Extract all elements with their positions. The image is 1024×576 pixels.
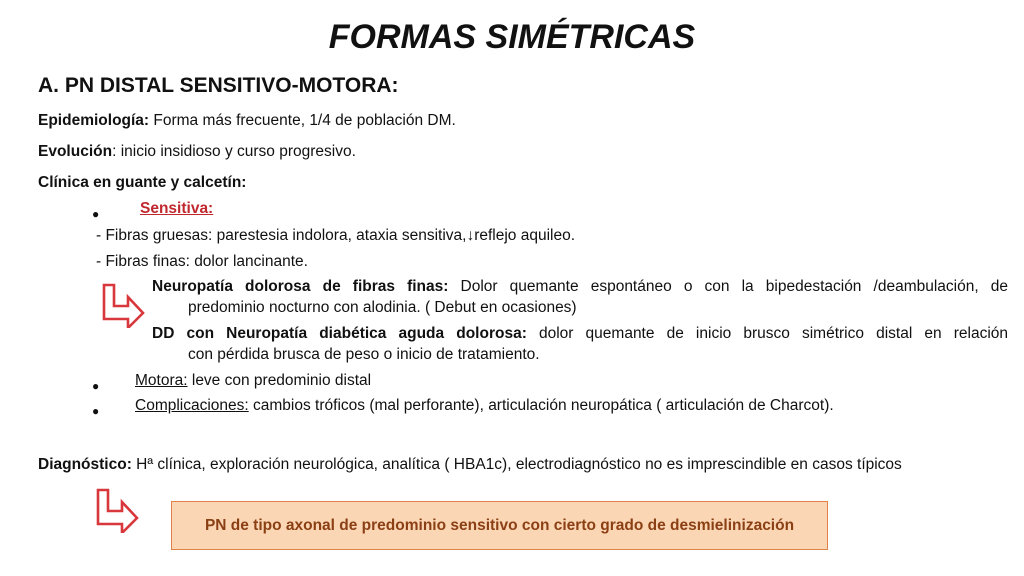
- evolucion-line: [38, 143, 356, 161]
- section-heading: A. PN DISTAL SENSITIVO-MOTORA:: [38, 74, 399, 97]
- diagnostico-text: Hª clínica, exploración neurológica, analítica ( HBA1c), electrodiagnóstico no es imprescindible en casos típicos: [131, 456, 902, 473]
- dd-neuropatia-line1: DD con Neuropatía diabética aguda dolorosa: dolor quemante de inicio brusco simétrico distal en relación: [152, 325, 1008, 342]
- bent-arrow-right-icon: [100, 282, 146, 328]
- bent-arrow-right-icon: [94, 487, 140, 533]
- motora-label: Motora:: [135, 372, 188, 389]
- epidemiologia-text: Forma más frecuente, 1/4 de población DM.: [149, 112, 456, 129]
- fibras-finas-line: - Fibras finas: dolor lancinante.: [96, 253, 308, 270]
- sensitiva-label: Sensitiva:: [140, 200, 214, 217]
- evolucion-text: : inicio insidioso y curso progresivo.: [112, 143, 356, 160]
- neuropatia-fibras-finas-line2: predominio nocturno con alodinia. ( Debut en ocasiones): [188, 299, 577, 316]
- complicaciones-text: cambios tróficos (mal perforante), articulación neuropática ( articulación de Charcot).: [248, 397, 834, 414]
- fibras-gruesas-line: - Fibras gruesas: parestesia indolora, ataxia sensitiva,↓reflejo aquileo.: [96, 227, 576, 244]
- motora-line: [135, 372, 371, 390]
- motora-text: leve con predominio distal: [187, 372, 372, 389]
- clinica-line: [38, 174, 246, 192]
- epidemiologia-line: [38, 112, 456, 130]
- neuropatia-fibras-finas-line1: Neuropatía dolorosa de fibras finas: Dolor quemante espontáneo o con la bipedestación /deambulación, de: [152, 278, 1008, 295]
- conclusion-box: [171, 501, 828, 550]
- complicaciones-label: Complicaciones:: [135, 397, 249, 414]
- bullet-icon: ●: [92, 379, 100, 393]
- slide-title: FORMAS SIMÉTRICAS: [328, 18, 696, 56]
- bullet-icon: ●: [92, 207, 100, 221]
- bullet-icon: ●: [92, 404, 100, 418]
- diagnostico-line: [38, 456, 902, 474]
- epidemiologia-label: Epidemiología:: [38, 112, 150, 129]
- diagnostico-label: Diagnóstico:: [38, 456, 132, 473]
- conclusion-text: PN de tipo axonal de predominio sensitivo con cierto grado de desmielinización: [204, 516, 795, 534]
- complicaciones-line: [135, 397, 834, 415]
- dd-neuropatia-line2: con pérdida brusca de peso o inicio de tratamiento.: [188, 346, 540, 363]
- clinica-label: Clínica en guante y calcetín:: [38, 174, 247, 191]
- evolucion-label: Evolución: [38, 143, 113, 160]
